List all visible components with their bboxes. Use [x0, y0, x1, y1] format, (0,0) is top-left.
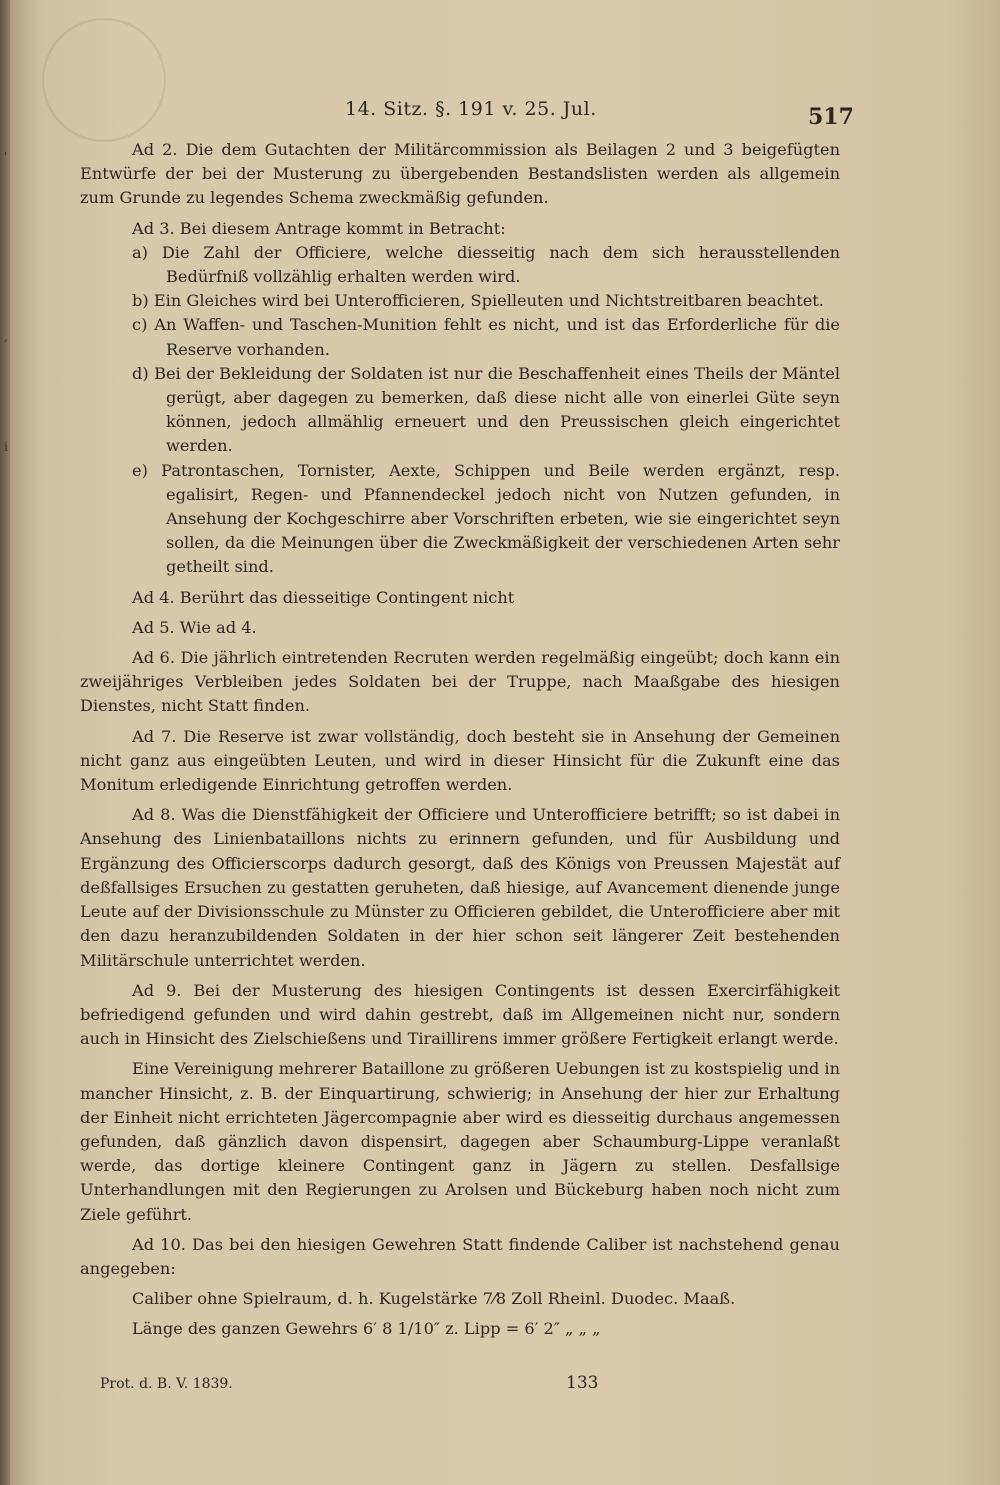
paragraph: Ad 2. Die dem Gutachten der Militärcommission als Beilagen 2 und 3 beigefügten Entwürfe der bei der Musterung zu übergebenden Bestandslisten werden als allgemein zum Grunde zu legendes Schema zweckmäßig gefunden. [80, 140, 840, 208]
paragraph: Ad 10. Das bei den hiesigen Gewehren Statt findende Caliber ist nachstehend genau angegeben: [80, 1234, 840, 1278]
paragraph: Eine Vereinigung mehrerer Bataillone zu größeren Uebungen ist zu kostspielig und in mancher Hinsicht, z. B. der Einquartirung, schwierig; in Ansehung der hier zur Erhaltung der Einheit nicht errichteten Jägercompagnie aber wird es diesseitig durchaus angemessen gefunden, daß gänzlich davon dispensirt, dagegen aber Schaumburg-Lippe veranlaßt werde, das dortige kleinere Contingent ganz in Jägern zu stellen. Desfallsige Unterhandlungen mit den Regierungen zu Arolsen und Bückeburg haben noch nicht zum Ziele geführt. [80, 1059, 840, 1224]
list-item: d) Bei der Bekleidung der Soldaten ist nur die Beschaffenheit eines Theils der Mäntel gerügt, aber dagegen zu bemerken, daß diese nicht alle von einerlei Güte seyn können, jedoch allmählig erneuert und den Preussischen gleich eingerichtet werden. [132, 363, 840, 456]
list-item: b) Ein Gleiches wird bei Unterofficieren, Spielleuten und Nichtstreitbaren beachtet. [132, 291, 824, 311]
paragraph: Ad 8. Was die Dienstfähigkeit der Officiere und Unterofficiere betrifft; so ist dabei in Ansehung des Linienbataillons nichts zu erinnern gefunden, und für Ausbildung und Ergänzung des Officierscorps dadurch gesorgt, daß des Königs von Preussen Majestät auf deßfallsiges Ersuchen zu gestatten geruheten, daß hiesige, auf Avancement dienende junge Leute auf der Divisionsschule zu Münster zu Officieren gebildet, die Unterofficiere aber mit den dazu heranzubildenden Soldaten in der hier schon seit längerer Zeit bestehenden Militärschule unterrichtet werden. [80, 805, 840, 970]
page-footer [0, 1373, 1000, 1406]
header-title: 14. Sitz. §. 191 v. 25. Jul. [345, 98, 597, 120]
paragraph: Ad 6. Die jährlich eintretenden Recruten werden regelmäßig eingeübt; doch kann ein zweijähriges Verbleiben jedes Soldaten bei der Truppe, nach Maaßgabe des hiesigen Dienstes, nicht Statt finden. [80, 648, 840, 716]
footer-signature: Prot. d. B. V. 1839. [100, 1376, 233, 1392]
paragraph: Länge des ganzen Gewehrs 6′ 8 1/10″ z. Lipp = 6′ 2″ „ „ „ [132, 1319, 601, 1339]
paragraph: Caliber ohne Spielraum, d. h. Kugelstärke 7⁄8 Zoll Rheinl. Duodec. Maaß. [132, 1289, 736, 1309]
paragraph: Ad 9. Bei der Musterung des hiesigen Contingents ist dessen Exercirfähigkeit befriedigend gefunden und wird dahin gestrebt, daß im Allgemeinen nicht nur, sondern auch in Hinsicht des Zielschießens und Tiraillirens immer größere Fertigkeit erlangt werde. [80, 980, 840, 1049]
margin-mark: ' [4, 150, 8, 164]
list-item: e) Patrontaschen, Tornister, Aexte, Schippen und Beile werden ergänzt, resp. egalisirt, Regen- und Pfannendeckel jedoch nicht von Nutzen gefunden, in Ansehung der Kochgeschirre aber Vorschriften erbeten, wie sie eingerichtet seyn sollen, da die Meinungen über die Zweckmäßigkeit der verschiedenen Arten sehr getheilt sind. [132, 460, 840, 577]
body-text [80, 138, 840, 1342]
margin-mark: , [4, 330, 8, 344]
running-header [0, 98, 1000, 138]
footer-sheet-number: 133 [566, 1373, 599, 1393]
paragraph: Ad 3. Bei diesem Antrage kommt in Betracht: [132, 218, 506, 238]
list-item: a) Die Zahl der Officiere, welche diesseitig nach dem sich herausstellenden Bedürfniß vollzählig erhalten werden wird. [132, 242, 840, 287]
paragraph: Ad 5. Wie ad 4. [132, 617, 257, 637]
list-item: c) An Waffen- und Taschen-Munition fehlt es nicht, und ist das Erforderliche für die Reserve vorhanden. [132, 315, 840, 359]
paragraph: Ad 7. Die Reserve ist zwar vollständig, doch besteht sie in Ansehung der Gemeinen nicht ganz aus eingeübten Leuten, und wird in dieser Hinsicht für die Zukunft eine das Monitum erledigende Einrichtung getroffen werden. [80, 726, 840, 795]
page-number: 517 [808, 104, 854, 130]
book-spine-shadow [0, 0, 10, 1485]
paragraph: Ad 4. Berührt das diesseitige Contingent nicht [132, 587, 515, 607]
margin-mark: i [4, 440, 8, 454]
